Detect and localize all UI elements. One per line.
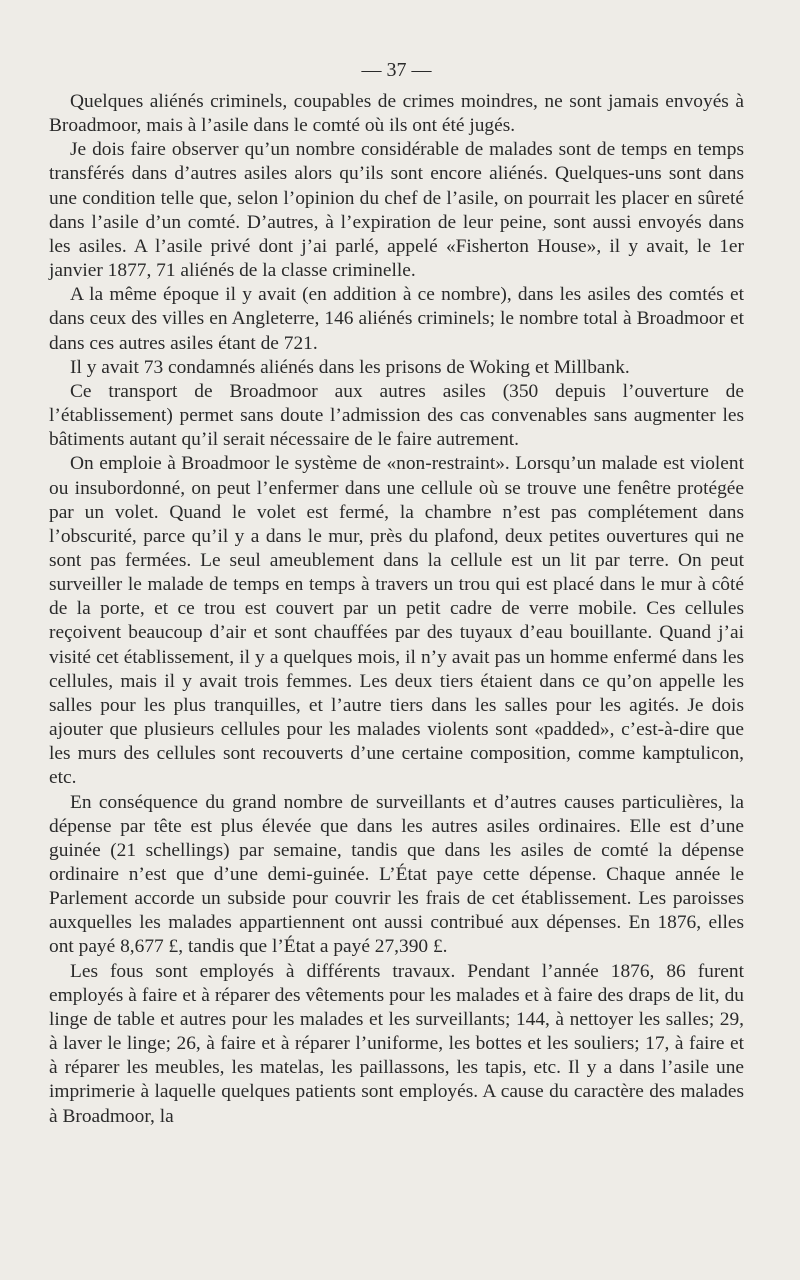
paragraph-1: Quelques aliénés criminels, coupables de crimes moindres, ne sont jamais envoyés à Broadmoor, mais à l’asile dans le comté où ils ont été jugés. [49,91,744,137]
paragraph-3: A la même époque il y avait (en addition à ce nombre), dans les asiles des comtés et dans ceux des villes en Angleterre, 146 aliénés criminels; le nombre total à Broadmoor et dans ces autres asiles étant de 721. [49,284,744,354]
paragraph-5: Ce transport de Broadmoor aux autres asiles (350 depuis l’ouverture de l’établissement) permet sans doute l’admission des cas convenables sans augmenter les bâtiments autant qu’il serait nécessaire de le faire autrement. [49,380,744,451]
paragraph-8: Les fous sont employés à différents travaux. Pendant l’année 1876, 86 furent employés à faire et à réparer des vêtements pour les malades et à faire des draps de lit, du linge de table et autres pour les malades et les surveillants; 144, à nettoyer les salles; 29, à laver le linge; 26, à faire et à réparer l’uniforme, les bottes et les souliers; 17, à faire et à réparer les meubles, les matelas, les paillassons, les tapis, etc. Il y a dans l’asile une imprimerie à laquelle quelques patients sont employés. A cause du caractère des malades à Broadmoor, la [49,960,744,1127]
paragraph-7: En conséquence du grand nombre de surveillants et d’autres causes particulières, la dépense par tête est plus élevée que dans les autres asiles ordinaires. Elle est d’une guinée (21 schellings) par semaine, tandis que dans les asiles de comté la dépense ordinaire n’est que d’une demi-guinée. L’État paye cette dépense. Chaque année le Parlement accorde un subside pour couvrir les frais de cet établissement. Les paroisses auxquelles les malades appartiennent ont aussi contribué aux dépenses. En 1876, elles ont payé 8,677 £, tandis que l’État a payé 27,390 £. [49,791,744,958]
paragraph-6: On emploie à Broadmoor le système de «non-restraint». Lorsqu’un malade est violent ou insubordonné, on peut l’enfermer dans une cellule où se trouve une fenêtre protégée par un volet. Quand le volet est fermé, la chambre n’est pas complétement dans l’obscurité, parce qu’il y a dans le mur, près du plafond, deux petites ouvertures qui ne sont pas fermées. Le seul ameublement dans la cellule est un lit par terre. On peut surveiller le malade de temps en temps à travers un trou qui est placé dans le mur à côté de la porte, et ce trou est couvert par un petit cadre de verre mobile. Ces cellules reçoivent beaucoup d’air et sont chauffées par des tuyaux d’eau bouillante. Quand j’ai visité cet établissement, il y a quelques mois, il n’y avait pas un homme enfermé dans les cellules, mais il y avait trois femmes. Les deux tiers étaient dans ce qu’on appelle les salles pour les plus tranquilles, et l’autre tiers dans les salles pour les agités. Je dois ajouter que plusieurs cellules pour les malades violents sont «padded», c’est-à-dire que les murs des cellules sont recouverts d’une certaine composition, comme kamptulicon, etc. [49,453,744,789]
paragraph-4: Il y avait 73 condamnés aliénés dans les prisons de Woking et Millbank. [70,356,630,378]
page-number: — 37 — [361,59,432,81]
paragraph-2: Je dois faire observer qu’un nombre considérable de malades sont de temps en temps transférés dans d’autres asiles alors qu’ils sont encore aliénés. Quelques-uns sont dans une condition telle que, selon l’opinion du chef de l’asile, on pourrait les placer en sûreté dans l’asile d’un comté. D’autres, à l’expiration de leur peine, sont aussi envoyés dans les asiles. A l’asile privé dont j’ai parlé, appelé «Fisherton House», il y avait, le 1er janvier 1877, 71 aliénés de la classe criminelle. [49,139,744,282]
